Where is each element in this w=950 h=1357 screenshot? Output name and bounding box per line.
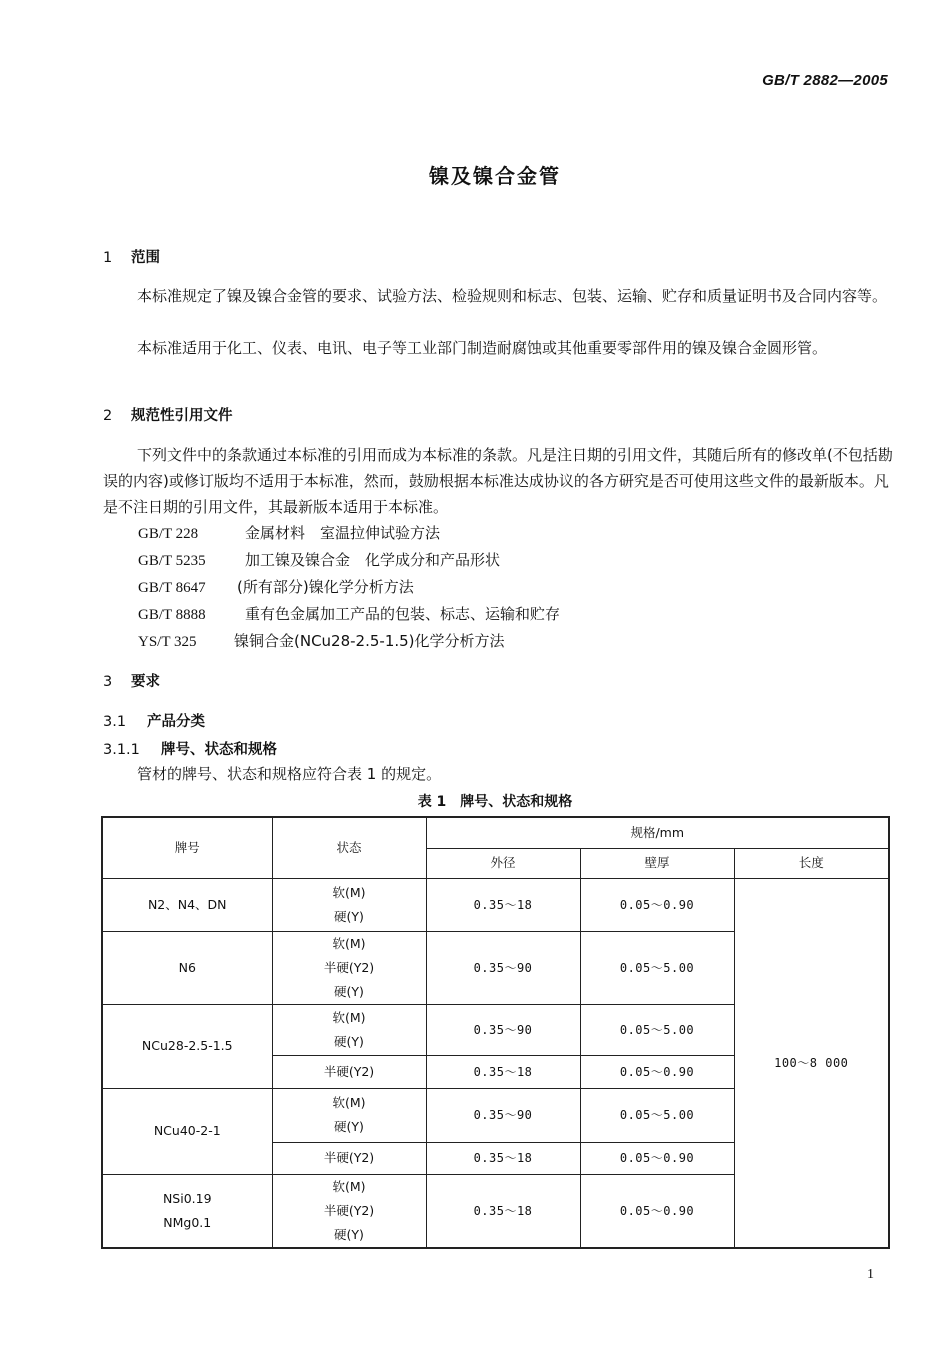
grade-cell: NCu40-2-1 [102, 1088, 272, 1174]
header-length: 长度 [734, 848, 889, 878]
state-value: 硬(Y) [334, 983, 364, 999]
reference-title: 加工镍及镍合金 化学成分和产品形状 [245, 551, 501, 569]
state-value: 硬(Y) [334, 1119, 364, 1134]
section-3-1-heading [103, 710, 205, 731]
section-title: 规范性引用文件 [131, 408, 233, 424]
state-value: 软(M) [332, 935, 366, 951]
state-value: 半硬(Y2) [323, 959, 375, 975]
header-od: 外径 [426, 848, 580, 878]
spec-table [101, 816, 890, 1249]
table-row [102, 878, 889, 931]
reference-item [138, 522, 440, 543]
section-title: 范围 [131, 250, 160, 266]
reference-title: 镍铜合金(NCu28-2.5-1.5)化学分析方法 [234, 632, 505, 650]
od-cell: 0.35～18 [426, 878, 580, 931]
section-3-heading [103, 670, 160, 691]
wall-cell: 0.05～5.00 [580, 1004, 734, 1055]
state-value: 软(M) [332, 1009, 366, 1025]
state-cell [272, 1088, 426, 1142]
header-wall: 壁厚 [580, 848, 734, 878]
wall-cell: 0.05～5.00 [580, 1088, 734, 1142]
reference-item [138, 630, 505, 651]
reference-code: GB/T 228 [138, 526, 199, 542]
wall-cell: 0.05～0.90 [580, 878, 734, 931]
grade-cell: NCu28-2.5-1.5 [102, 1004, 272, 1088]
od-cell: 0.35～90 [426, 1004, 580, 1055]
reference-item [138, 576, 414, 597]
grade-cell: N6 [102, 931, 272, 1004]
reference-title: 金属材料 室温拉伸试验方法 [245, 524, 441, 542]
grade-cell: N2、N4、DN [102, 878, 272, 931]
reference-item [138, 549, 500, 570]
state-cell [272, 1004, 426, 1055]
section-number: 3.1.1 [103, 742, 140, 758]
section-number: 2 [103, 408, 113, 424]
standard-code: GB/T 2882—2005 [762, 72, 888, 89]
reference-title: (所有部分)镍化学分析方法 [237, 578, 414, 596]
reference-code: GB/T 8888 [138, 607, 206, 623]
grade-value: NMg0.1 [163, 1214, 212, 1230]
state-value: 软(M) [332, 884, 366, 900]
header-spec: 规格/mm [426, 817, 889, 848]
wall-cell: 0.05～0.90 [580, 1142, 734, 1174]
section-number: 1 [103, 250, 113, 266]
paragraph: 本标准适用于化工、仪表、电讯、电子等工业部门制造耐腐蚀或其他重要零部件用的镍及镍合金圆形管。 [137, 339, 828, 357]
state-value: 半硬(Y2) [323, 1202, 375, 1218]
table-header-row [102, 817, 889, 848]
header-grade: 牌号 [102, 817, 272, 878]
state-cell: 半硬(Y2) [272, 1142, 426, 1174]
length-cell: 100～8 000 [734, 878, 889, 1248]
paragraph: 本标准规定了镍及镍合金管的要求、试验方法、检验规则和标志、包装、运输、贮存和质量证明书及合同内容等。 [137, 287, 888, 305]
reference-code: YS/T 325 [138, 634, 197, 650]
od-cell: 0.35～90 [426, 931, 580, 1004]
state-value: 软(M) [332, 1178, 366, 1194]
state-value: 硬(Y) [334, 1226, 364, 1242]
document-title: 镍及镍合金管 [429, 164, 561, 188]
state-cell [272, 878, 426, 931]
state-value: 硬(Y) [334, 908, 364, 924]
page-number: 1 [867, 1267, 874, 1282]
header-state: 状态 [272, 817, 426, 878]
state-value: 硬(Y) [334, 1033, 364, 1049]
reference-item [138, 603, 560, 624]
state-cell: 半硬(Y2) [272, 1055, 426, 1088]
state-cell [272, 931, 426, 1004]
od-cell: 0.35～18 [426, 1055, 580, 1088]
paragraph: 管材的牌号、状态和规格应符合表 1 的规定。 [137, 765, 442, 783]
section-title: 产品分类 [147, 714, 205, 730]
wall-cell: 0.05～0.90 [580, 1055, 734, 1088]
reference-code: GB/T 8647 [138, 580, 206, 596]
od-cell: 0.35～18 [426, 1174, 580, 1248]
table-caption: 表 1 牌号、状态和规格 [417, 794, 573, 810]
section-title: 要求 [131, 674, 160, 690]
state-value: 软(M) [332, 1095, 366, 1110]
grade-value: NSi0.19 [162, 1190, 212, 1206]
state-cell [272, 1174, 426, 1248]
reference-code: GB/T 5235 [138, 553, 206, 569]
section-1-heading [103, 246, 160, 267]
section-number: 3 [103, 674, 113, 690]
section-number: 3.1 [103, 714, 127, 730]
wall-cell: 0.05～0.90 [580, 1174, 734, 1248]
paragraph: 下列文件中的条款通过本标准的引用而成为本标准的条款。凡是注日期的引用文件，其随后所有的修改单(不包括勘误的内容)或修订版均不适用于本标准，然而，鼓励根据本标准达成协议的各方研究是否可使用这些文件的最新版本。凡是不注日期的引用文件，其最新版本适用于本标准。 [103, 446, 893, 516]
section-2-heading [103, 404, 233, 425]
section-3-1-1-heading [103, 738, 277, 759]
reference-title: 重有色金属加工产品的包装、标志、运输和贮存 [245, 605, 561, 623]
od-cell: 0.35～18 [426, 1142, 580, 1174]
od-cell: 0.35～90 [426, 1088, 580, 1142]
grade-cell [102, 1174, 272, 1248]
wall-cell: 0.05～5.00 [580, 931, 734, 1004]
section-title: 牌号、状态和规格 [161, 742, 277, 758]
